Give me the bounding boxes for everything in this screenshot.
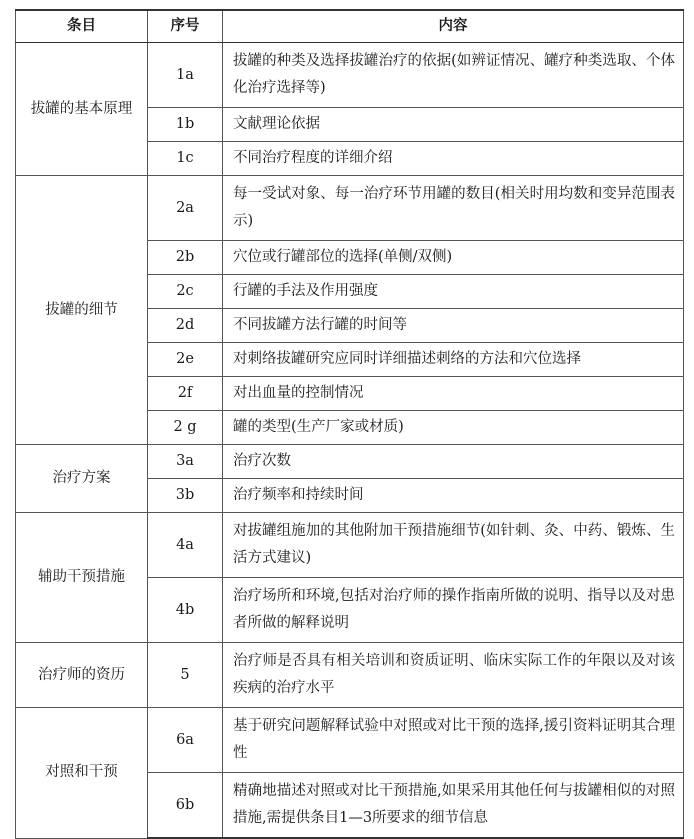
item-number: 3a — [148, 445, 223, 479]
item-number: 2a — [148, 176, 223, 241]
item-content: 对出血量的控制情况 — [223, 377, 684, 411]
category-cell: 拔罐的基本原理 — [16, 43, 148, 176]
item-number: 1b — [148, 108, 223, 142]
item-content: 精确地描述对照或对比干预措施,如果采用其他任何与拔罐相似的对照措施,需提供条目1—3所要求的细节信息 — [223, 773, 684, 839]
item-number: 4b — [148, 578, 223, 643]
item-number: 5 — [148, 643, 223, 708]
item-number: 2e — [148, 343, 223, 377]
item-number: 4a — [148, 513, 223, 578]
table-body — [16, 43, 684, 839]
table-row — [16, 643, 684, 708]
table-header — [16, 10, 684, 43]
item-content: 对拔罐组施加的其他附加干预措施细节(如针刺、灸、中药、锻炼、生活方式建议) — [223, 513, 684, 578]
item-content: 对刺络拔罐研究应同时详细描述刺络的方法和穴位选择 — [223, 343, 684, 377]
item-number: 2b — [148, 241, 223, 275]
item-content: 不同拔罐方法行罐的时间等 — [223, 309, 684, 343]
item-number: 1c — [148, 142, 223, 176]
item-content: 每一受试对象、每一治疗环节用罐的数目(相关时用均数和变异范围表示) — [223, 176, 684, 241]
item-content: 穴位或行罐部位的选择(单侧/双侧) — [223, 241, 684, 275]
checklist-table — [15, 9, 684, 839]
item-number: 2c — [148, 275, 223, 309]
item-content: 拔罐的种类及选择拔罐治疗的依据(如辨证情况、罐疗种类选取、个体化治疗选择等) — [223, 43, 684, 108]
item-content: 行罐的手法及作用强度 — [223, 275, 684, 309]
item-number: 6a — [148, 708, 223, 773]
item-content: 罐的类型(生产厂家或材质) — [223, 411, 684, 445]
table-row — [16, 513, 684, 578]
item-content: 治疗频率和持续时间 — [223, 479, 684, 513]
header-number: 序号 — [148, 10, 223, 43]
table-row — [16, 445, 684, 479]
table-row — [16, 43, 684, 108]
item-number: 2 g — [148, 411, 223, 445]
item-content: 文献理论依据 — [223, 108, 684, 142]
category-cell: 治疗方案 — [16, 445, 148, 513]
header-item: 条目 — [16, 10, 148, 43]
item-number: 1a — [148, 43, 223, 108]
item-content: 治疗次数 — [223, 445, 684, 479]
item-content: 治疗师是否具有相关培训和资质证明、临床实际工作的年限以及对该疾病的治疗水平 — [223, 643, 684, 708]
header-content: 内容 — [223, 10, 684, 43]
item-number: 6b — [148, 773, 223, 839]
item-content: 不同治疗程度的详细介绍 — [223, 142, 684, 176]
item-content: 基于研究问题解释试验中对照或对比干预的选择,援引资料证明其合理性 — [223, 708, 684, 773]
table-row — [16, 176, 684, 241]
table-row — [16, 708, 684, 773]
item-number: 3b — [148, 479, 223, 513]
item-number: 2f — [148, 377, 223, 411]
item-content: 治疗场所和环境,包括对治疗师的操作指南所做的说明、指导以及对患者所做的解释说明 — [223, 578, 684, 643]
category-cell: 辅助干预措施 — [16, 513, 148, 643]
category-cell: 拔罐的细节 — [16, 176, 148, 445]
item-number: 2d — [148, 309, 223, 343]
category-cell: 治疗师的资历 — [16, 643, 148, 708]
category-cell: 对照和干预 — [16, 708, 148, 839]
